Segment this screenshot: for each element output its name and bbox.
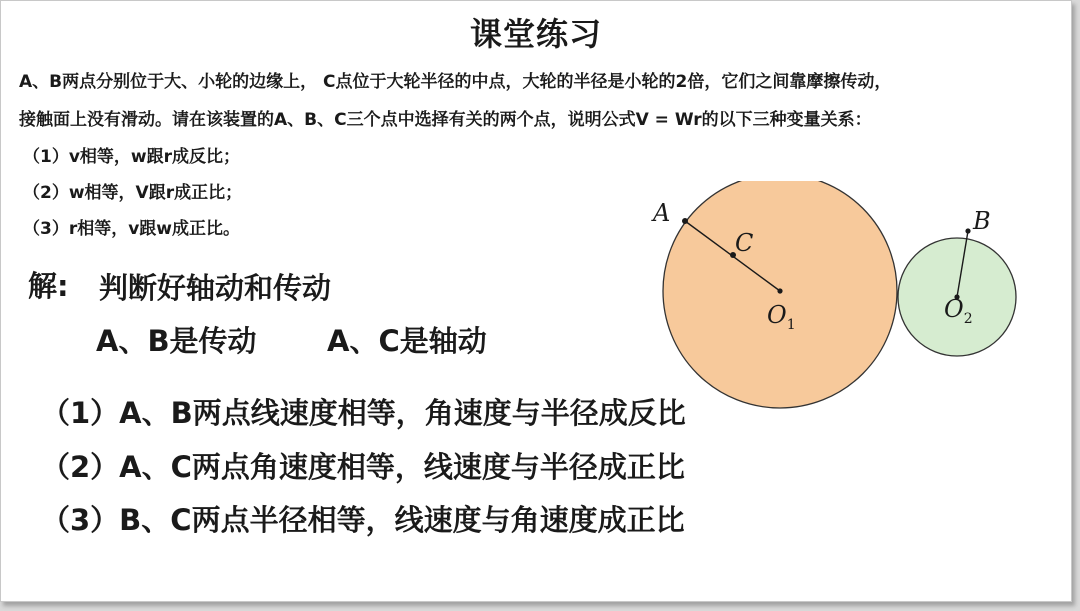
label-o1-letter: O [767,301,787,329]
label-o1-subscript: 1 [786,317,796,333]
question-item-2: （2）w相等，V跟r成正比； [23,183,243,203]
question-item-1: （1）v相等，w跟r成反比； [23,147,240,167]
analysis-axle: A、C是轴动 [327,324,487,358]
label-c: C [735,229,754,257]
label-o2-letter: O [944,295,964,323]
analysis-transmission: A、B是传动 [96,324,257,358]
center-o1-dot [777,288,782,293]
large-wheel [663,181,897,408]
answer-3: （3）B、C两点半径相等，线速度与角速度成正比 [41,503,685,537]
solution-label: 解: [28,269,69,303]
answer-2: （2）A、C两点角速度相等，线速度与半径成正比 [41,450,685,484]
wheels-diagram [641,181,1041,411]
point-a-dot [682,218,688,224]
label-b: B [973,207,991,235]
label-a: A [653,199,671,227]
slide-title: 课堂练习 [469,15,602,53]
label-o2-subscript: 2 [963,311,973,327]
question-item-3: （3）r相等，v跟w成正比。 [23,219,240,239]
solution-judgement: 判断好轴动和传动 [99,271,332,305]
answer-1: （1）A、B两点线速度相等，角速度与半径成反比 [41,396,686,430]
problem-line-2: 接触面上没有滑动。请在该装置的A、B、C三个点中选择有关的两个点，说明公式V = Wr的以下三种变量关系： [19,110,872,130]
point-b-dot [965,228,970,233]
problem-line-1: A、B两点分别位于大、小轮的边缘上， C点位于大轮半径的中点，大轮的半径是小轮的2倍，它们之间靠摩擦传动， [19,72,892,92]
